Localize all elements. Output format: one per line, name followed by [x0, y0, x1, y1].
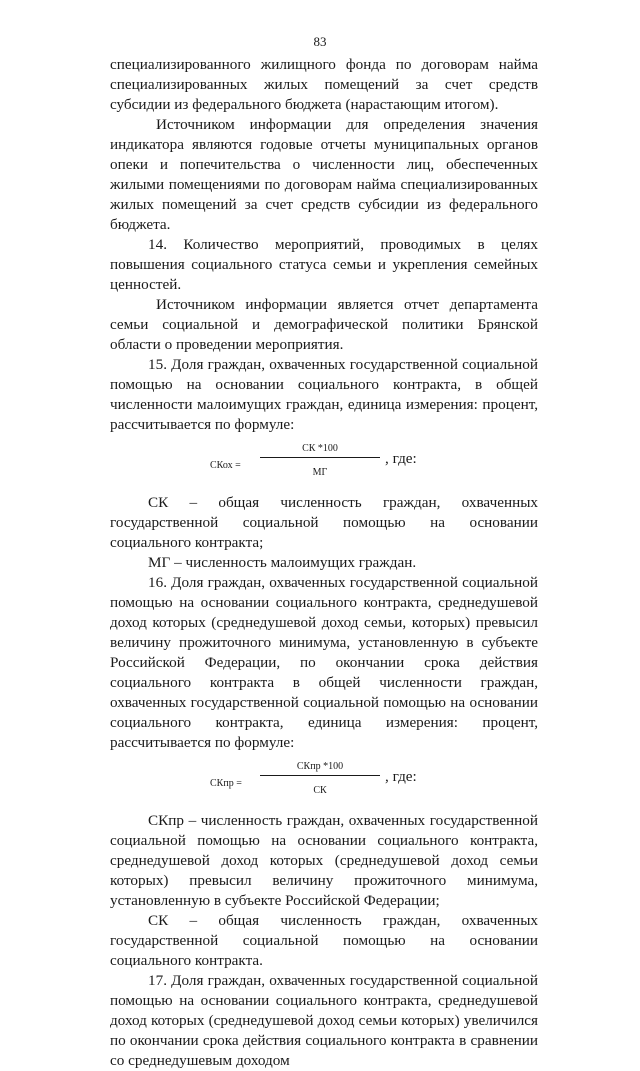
paragraph-indicator-16: 16. Доля граждан, охваченных государственной социальной помощью на основании социального контракта, среднедушевой доход которых (среднедушевой доход семьи, которых) превысил величину прожиточного минимума, установленную в субъекте Российской Федерации, по окончании срока действия социального контракта в общей численности граждан, охваченных государственной социальной помощью на основании социального контракта, единица измерения: процент, рассчитывается по формуле:: [110, 574, 538, 751]
formula-skox-denominator: МГ: [312, 467, 328, 478]
formula-skpr-lhs: СКпр =: [210, 778, 242, 789]
paragraph-def-sk: СК – общая численность граждан, охваченных государственной социальной помощью на основании социального контракта;: [110, 494, 538, 551]
formula-skpr-numerator: СКпр *100: [296, 761, 344, 772]
paragraph-def-sk-2: СК – общая численность граждан, охваченных государственной социальной помощью на основании социального контракта.: [110, 912, 538, 969]
formula-skox-numerator: СК *100: [302, 443, 338, 454]
paragraph-indicator-17: 17. Доля граждан, охваченных государственной социальной помощью на основании социального контракта, среднедушевой доход которых (среднедушевой доход семьи которых) увеличился по окончании срока действия социального контракта в сравнении со среднедушевым доходом: [110, 972, 538, 1069]
formula-skpr: [110, 753, 538, 811]
formula-skpr-suffix: , где:: [385, 768, 417, 785]
document-body: [110, 55, 538, 1071]
formula-skpr-fraction-line: [260, 775, 380, 776]
formula-skox-suffix: , где:: [385, 450, 417, 467]
paragraph-indicator-15: 15. Доля граждан, охваченных государственной социальной помощью на основании социального контракта, в общей численности малоимущих граждан, единица измерения: процент, рассчитывается по формуле:: [110, 356, 538, 433]
paragraph-def-mg: МГ – численность малоимущих граждан.: [148, 554, 417, 571]
paragraph-indicator-14: 14. Количество мероприятий, проводимых в целях повышения социального статуса семьи и укрепления семейных ценностей.: [110, 236, 538, 293]
paragraph-source-info-14: Источником информации является отчет департамента семьи социальной и демографической политики Брянской области о проведении мероприятия.: [110, 296, 538, 353]
formula-skox-lhs: СКох =: [210, 460, 241, 471]
paragraph-source-info-13: Источником информации для определения значения индикатора являются годовые отчеты муниципальных органов опеки и попечительства о численности лиц, обеспеченных жилыми помещениями по договорам найма специализированных жилых помещений за счет средств субсидии из федерального бюджета.: [110, 116, 538, 233]
page-number: 83: [313, 34, 327, 49]
formula-skox-fraction-line: [260, 457, 380, 458]
formula-skpr-denominator: СК: [313, 785, 327, 796]
paragraph-def-skpr: СКпр – численность граждан, охваченных государственной социальной помощью на основании социального контракта, среднедушевой доход которых (среднедушевой доход семьи которых) превысил величину прожиточного минимума, установленную в субъекте Российской Федерации;: [110, 812, 538, 909]
formula-skox: [110, 435, 538, 493]
paragraph-continuation: специализированного жилищного фонда по договорам найма специализированных жилых помещений за счет средств субсидии из федерального бюджета (нарастающим итогом).: [110, 56, 538, 113]
